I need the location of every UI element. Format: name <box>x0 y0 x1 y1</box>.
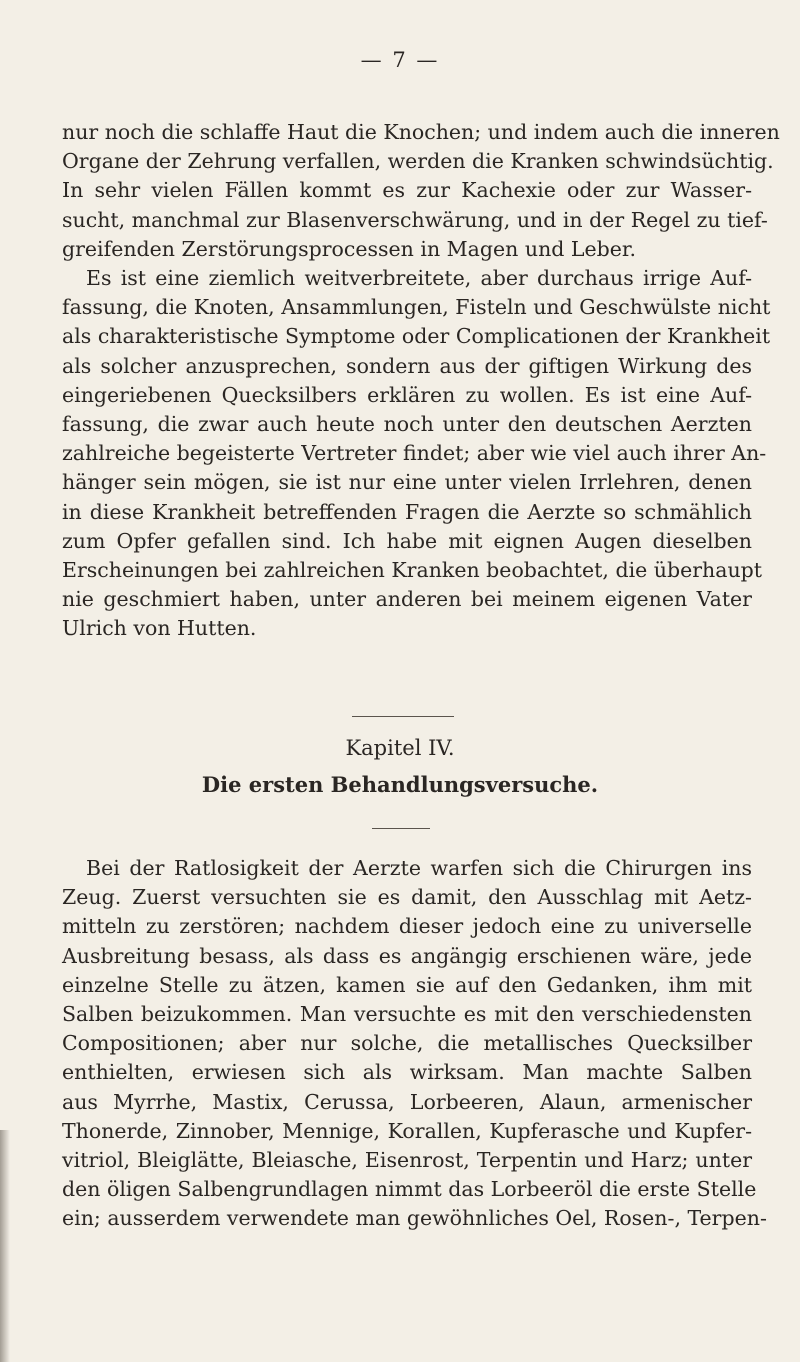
section-divider-top <box>352 716 454 717</box>
text-line: Organe der Zehrung verfallen, werden die Kranken schwindsüchtig. <box>62 149 774 174</box>
section-divider-bottom <box>372 828 430 829</box>
text-line: mitteln zu zerstören; nachdem dieser jedoch eine zu universelle <box>62 914 752 939</box>
text-block-upper <box>62 118 780 644</box>
chapter-label: Kapitel IV. <box>345 736 455 760</box>
text-line: Thonerde, Zinnober, Mennige, Korallen, Kupferasche und Kupfer- <box>62 1118 752 1143</box>
text-line: den öligen Salbengrundlagen nimmt das Lorbeeröl die erste Stelle <box>62 1177 757 1202</box>
text-line: fassung, die zwar auch heute noch unter den deutschen Aerzten <box>62 412 752 437</box>
text-line: Zeug. Zuerst versuchten sie es damit, den Ausschlag mit Aetz- <box>62 885 752 910</box>
text-line: Bei der Ratlosigkeit der Aerzte warfen sich die Chirurgen ins <box>86 856 752 880</box>
text-line: Ulrich von Hutten. <box>62 616 257 641</box>
text-line: enthielten, erwiesen sich als wirksam. Man machte Salben <box>62 1060 752 1085</box>
text-line: Salben beizukommen. Man versuchte es mit den verschiedensten <box>62 1002 752 1027</box>
page-edge-shadow <box>0 1130 10 1362</box>
text-line: in diese Krankheit betreffenden Fragen die Aerzte so schmählich <box>62 499 752 524</box>
text-line: Es ist eine ziemlich weitverbreitete, aber durchaus irrige Auf- <box>86 266 752 291</box>
page-number: — 7 — <box>360 48 440 72</box>
text-line: zum Opfer gefallen sind. Ich habe mit eignen Augen dieselben <box>62 528 752 553</box>
text-line: greifenden Zerstörungsprocessen in Magen und Leber. <box>62 236 636 261</box>
text-line: zahlreiche begeisterte Vertreter findet; aber wie viel auch ihrer An- <box>62 441 767 466</box>
text-line: aus Myrrhe, Mastix, Cerussa, Lorbeeren, Alaun, armenischer <box>62 1089 752 1114</box>
text-line: hänger sein mögen, sie ist nur eine unter vielen Irrlehren, denen <box>62 470 752 495</box>
text-line: Compositionen; aber nur solche, die metallisches Quecksilber <box>62 1031 752 1056</box>
text-line: Ausbreitung besass, als dass es angängig erschienen wäre, jede <box>62 943 752 968</box>
text-line: fassung, die Knoten, Ansammlungen, Fisteln und Geschwülste nicht <box>62 295 771 320</box>
text-line: In sehr vielen Fällen kommt es zur Kachexie oder zur Wasser- <box>62 178 752 203</box>
text-line: nur noch die schlaffe Haut die Knochen; und indem auch die inneren <box>62 120 780 144</box>
text-line: sucht, manchmal zur Blasenverschwärung, und in der Regel zu tief- <box>62 207 768 232</box>
text-line: eingeriebenen Quecksilbers erklären zu wollen. Es ist eine Auf- <box>62 382 752 407</box>
text-line: vitriol, Bleiglätte, Bleiasche, Eisenrost, Terpentin und Harz; unter <box>62 1148 752 1173</box>
text-line: einzelne Stelle zu ätzen, kamen sie auf den Gedanken, ihm mit <box>62 972 752 997</box>
text-line: ein; ausserdem verwendete man gewöhnliches Oel, Rosen-, Terpen- <box>62 1206 767 1231</box>
text-line: Erscheinungen bei zahlreichen Kranken beobachtet, die überhaupt <box>62 558 763 583</box>
chapter-title: Die ersten Behandlungsversuche. <box>201 772 599 797</box>
text-line: als solcher anzusprechen, sondern aus der giftigen Wirkung des <box>62 353 752 378</box>
text-block-lower <box>62 854 767 1234</box>
text-line: als charakteristische Symptome oder Complicationen der Krankheit <box>62 324 771 349</box>
text-line: nie geschmiert haben, unter anderen bei meinem eigenen Vater <box>62 587 752 612</box>
